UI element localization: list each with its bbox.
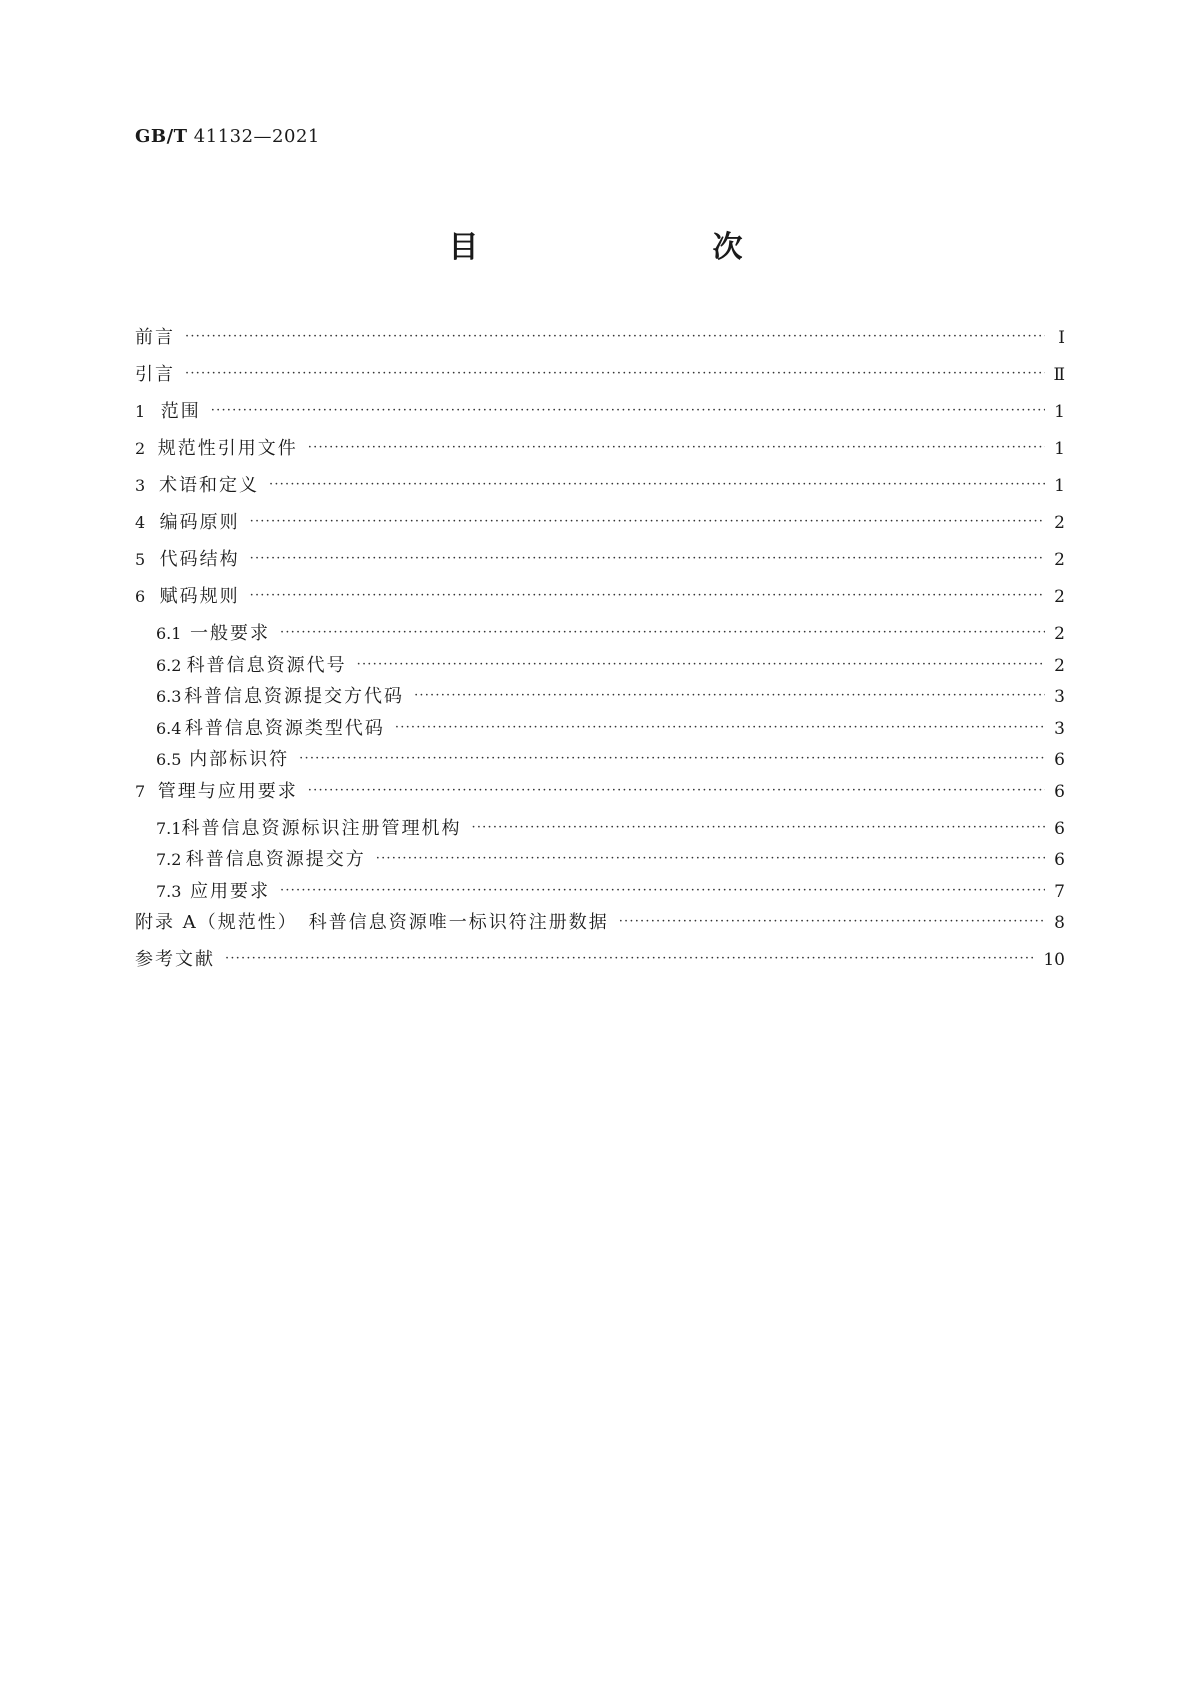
toc-entry-5[interactable] [135,548,1065,585]
toc-entry-label: 管理与应用要求 [157,780,298,802]
standard-code [135,126,320,147]
toc-entry-3[interactable] [135,474,1065,511]
toc-entry-number: 3 [135,476,146,495]
toc-entry-number: 7.2 [156,850,182,869]
toc-entry-page: 7 [1054,881,1065,902]
toc-entry-number: 4 [135,513,146,532]
toc-dot-leader [299,747,1045,771]
standard-prefix: GB/T [135,126,188,147]
toc-entry-number: 1 [135,402,146,421]
toc-entry-2[interactable] [135,437,1065,474]
toc-entry-6-4[interactable] [135,717,1065,749]
toc-entry-page: 1 [1054,476,1065,496]
toc-entry-label: 术语和定义 [159,475,259,496]
toc-entry-label: 科普信息资源代号 [186,654,347,676]
toc-entry-label: 附录 A（规范性） 科普信息资源唯一标识符注册数据 [135,912,609,933]
toc-dot-leader [472,816,1046,840]
toc-entry-page: 8 [1054,913,1065,933]
toc-dot-leader [250,547,1045,571]
toc-entry-6[interactable] [135,585,1065,622]
toc-entry-6-1[interactable] [135,622,1065,654]
toc-entry-foreword[interactable] [135,326,1065,363]
toc-entry-number: 6.1 [156,624,182,643]
toc-entry-label: 规范性引用文件 [157,438,298,459]
toc-entry-page: 6 [1054,750,1065,770]
toc-entry-label: 应用要求 [190,880,271,902]
toc-entry-page: 2 [1054,655,1065,676]
toc-dot-leader [414,684,1045,708]
toc-dot-leader [185,362,1045,386]
toc-entry-6-5[interactable] [135,748,1065,780]
toc-entry-page: 1 [1054,439,1065,459]
toc-entry-number: 7.1 [156,818,182,838]
toc-entry-7[interactable] [135,780,1065,817]
toc-entry-number: 7.3 [156,881,182,901]
toc-entry-number: 6.4 [156,718,182,738]
toc-dot-leader [280,879,1045,903]
toc-dot-leader [250,510,1045,534]
toc-entry-label: 引言 [135,364,175,385]
toc-entry-page: 2 [1054,513,1065,533]
toc-entry-page: 2 [1054,624,1065,644]
toc-entry-7-1[interactable] [135,817,1065,849]
toc-entry-page: 6 [1054,781,1065,802]
toc-entry-number: 7 [135,781,146,801]
toc-entry-page: 2 [1054,550,1065,570]
toc-dot-leader [619,910,1045,934]
toc-entry-label: 范围 [160,401,201,422]
toc-dot-leader [357,653,1045,677]
toc-dot-leader [211,399,1045,423]
toc-title: 目 次 [448,230,801,265]
toc-entry-introduction[interactable] [135,363,1065,400]
toc-entry-page: 6 [1054,818,1065,839]
toc-dot-leader [376,847,1045,871]
toc-entry-label: 参考文献 [135,949,215,970]
toc-entry-page: Ⅱ [1053,365,1065,385]
table-of-contents [135,326,1065,985]
toc-dot-leader [280,621,1045,645]
toc-entry-7-2[interactable] [135,848,1065,880]
toc-entry-label: 科普信息资源类型代码 [184,717,385,739]
toc-entry-label: 代码结构 [159,549,240,570]
toc-entry-number: 6.3 [156,687,182,706]
toc-entry-page: 2 [1054,587,1065,607]
toc-dot-leader [250,584,1045,608]
toc-entry-page: 1 [1054,402,1065,422]
toc-entry-number: 5 [135,550,146,569]
standard-number: 41132—2021 [193,126,320,147]
toc-entry-1[interactable] [135,400,1065,437]
toc-entry-label: 内部标识符 [189,749,290,770]
toc-entry-4[interactable] [135,511,1065,548]
toc-entry-label: 科普信息资源提交方 [185,849,366,870]
toc-entry-page: 3 [1054,687,1065,707]
toc-entry-page: 10 [1043,950,1065,970]
toc-entry-label: 科普信息资源标识注册管理机构 [181,817,462,839]
toc-dot-leader [308,436,1045,460]
toc-entry-page: Ⅰ [1058,328,1065,348]
toc-entry-number: 2 [135,439,146,458]
toc-entry-references[interactable] [135,948,1065,985]
toc-dot-leader [308,779,1045,803]
toc-entry-label: 赋码规则 [159,586,240,607]
toc-entry-label: 前言 [135,327,175,348]
toc-entry-label: 编码原则 [159,512,240,533]
toc-entry-number: 6.2 [156,655,182,675]
toc-dot-leader [269,473,1045,497]
toc-entry-page: 3 [1054,718,1065,739]
toc-entry-6-2[interactable] [135,654,1065,686]
toc-dot-leader [225,947,1035,971]
toc-dot-leader [395,716,1045,740]
toc-entry-number: 6 [135,587,146,606]
toc-entry-label: 科普信息资源提交方代码 [184,686,405,707]
toc-dot-leader [185,325,1045,349]
toc-entry-page: 6 [1054,850,1065,870]
toc-entry-appendix-a[interactable] [135,911,1065,948]
toc-entry-number: 6.5 [156,750,182,769]
toc-entry-label: 一般要求 [190,623,271,644]
toc-entry-7-3[interactable] [135,880,1065,912]
toc-entry-6-3[interactable] [135,685,1065,717]
